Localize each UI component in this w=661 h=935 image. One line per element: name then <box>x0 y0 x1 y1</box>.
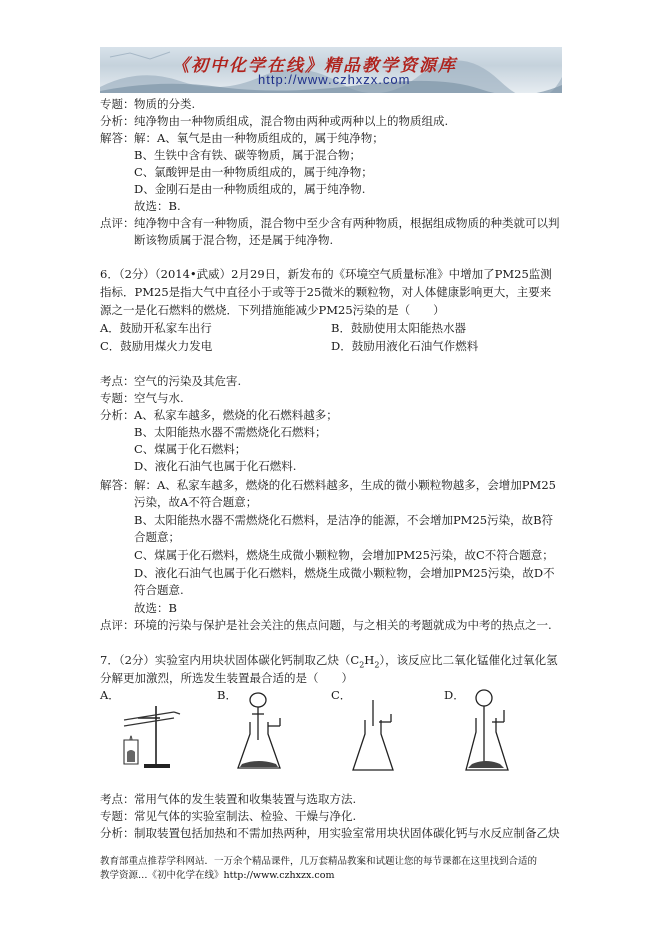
apparatus-c-figure <box>349 700 397 774</box>
q6-answer-line: 符合题意. <box>134 583 184 597</box>
apparatus-b-figure <box>234 688 286 774</box>
banner-url[interactable]: http://www.czhxzx.com <box>258 72 411 87</box>
q6-point: 空气的污染及其危害. <box>134 374 242 388</box>
q7-option-a[interactable]: A． <box>100 688 120 702</box>
q5-analysis-label: 分析： <box>100 114 135 128</box>
q6-analysis-label: 分析： <box>100 408 135 422</box>
q6-analysis-line: A、私家车越多，燃烧的化石燃料越多； <box>134 408 338 422</box>
q7-analysis: 制取装置包括加热和不需加热两种，用实验室常用块状固体碳化钙与水反应制备乙炔 <box>134 826 560 840</box>
q6-answer-line: 解：A、私家车越多，燃烧的化石燃料越多，生成的微小颗粒物越多，会增加PM25 <box>134 478 556 492</box>
q6-answer-label: 解答： <box>100 478 135 492</box>
q6-answer-line: 合题意； <box>134 530 180 544</box>
q6-option-d[interactable]: D．鼓励用液化石油气作燃料 <box>331 339 479 353</box>
q6-answer-line: D、液化石油气也属于化石燃料，燃烧生成微小颗粒物，会增加PM25污染，故D不 <box>134 566 555 580</box>
q6-stem-line: 6．（2分）（2014•武威）2月29日，新发布的《环境空气质量标准》中增加了PM25监测 <box>100 267 552 281</box>
q6-analysis-line: B、太阳能热水器不需燃烧化石燃料； <box>134 425 327 439</box>
q6-answer-line: 污染，故A不符合题意； <box>134 495 258 509</box>
q7-stem-sub: 2 <box>374 660 380 670</box>
q7-point-label: 考点： <box>100 792 135 806</box>
q7-topic-label: 专题： <box>100 809 135 823</box>
q5-comment-label: 点评： <box>100 216 135 230</box>
q7-topic: 常见气体的实验室制法、检验、干燥与净化. <box>134 809 357 823</box>
q7-stem-line2: 分解更加激烈，所选发生装置最合适的是（ ） <box>100 671 353 685</box>
q5-topic-label: 专题： <box>100 97 135 111</box>
q6-topic: 空气与水. <box>134 391 184 405</box>
q7-option-c[interactable]: C． <box>331 688 352 702</box>
footer-line: 教育部重点推荐学科网站．一万余个精品课件，几万套精品教案和试题让您的每节课都在这里找到合适的 <box>100 856 538 867</box>
q5-answer-line: 解：A、氧气是由一种物质组成的，属于纯净物； <box>134 131 384 145</box>
q6-stem-line: 指标．PM25是指大气中直径小于或等于25微米的颗粒物，对人体健康影响更大，主要来 <box>100 285 552 299</box>
q7-analysis-label: 分析： <box>100 826 135 840</box>
q7-option-b[interactable]: B． <box>217 688 237 702</box>
q7-stem-part: ），该反应比二氧化锰催化过氧化氢 <box>379 653 558 667</box>
q6-comment-label: 点评： <box>100 618 135 632</box>
q6-point-label: 考点： <box>100 374 135 388</box>
q6-option-c[interactable]: C．鼓励用煤火力发电 <box>100 339 213 353</box>
q5-analysis: 纯净物由一种物质组成，混合物由两种或两种以上的物质组成. <box>134 114 449 128</box>
q5-comment-line: 纯净物中含有一种物质，混合物中至少含有两种物质，根据组成物质的种类就可以判 <box>134 216 560 230</box>
q5-answer-line: D、金刚石是由一种物质组成的，属于纯净物. <box>134 182 366 196</box>
q5-choice: 故选：B. <box>134 199 181 213</box>
header-banner <box>100 47 562 93</box>
q6-option-a[interactable]: A．鼓励开私家车出行 <box>100 321 212 335</box>
apparatus-d-figure <box>464 688 516 774</box>
q7-stem-part: 7．（2分）实验室内用块状固体碳化钙制取乙炔（C <box>100 653 360 667</box>
q6-analysis-line: C、煤属于化石燃料； <box>134 442 247 456</box>
apparatus-a-figure <box>118 700 184 772</box>
q6-analysis-line: D、液化石油气也属于化石燃料. <box>134 459 297 473</box>
q5-comment-line: 断该物质属于混合物，还是属于纯净物. <box>134 233 334 247</box>
q7-stem-part: H <box>364 653 375 667</box>
q6-choice: 故选：B <box>134 601 177 615</box>
q6-stem-line: 源之一是化石燃料的燃烧．下列措施能减少PM25污染的是（ ） <box>100 303 445 317</box>
banner-title: 《初中化学在线》精品教学资源库 <box>172 56 457 76</box>
footer-line[interactable]: 教学资源…《初中化学在线》http://www.czhxzx.com <box>100 870 335 881</box>
q5-topic: 物质的分类. <box>134 97 196 111</box>
q7-point: 常用气体的发生装置和收集装置与选取方法. <box>134 792 357 806</box>
q6-comment: 环境的污染与保护是社会关注的焦点问题，与之相关的考题就成为中考的热点之一. <box>134 618 552 632</box>
q6-answer-line: B、太阳能热水器不需燃烧化石燃料，是洁净的能源，不会增加PM25污染，故B符 <box>134 513 554 527</box>
q7-stem-sub: 2 <box>359 660 365 670</box>
q6-topic-label: 专题： <box>100 391 135 405</box>
q5-answer-label: 解答： <box>100 131 135 145</box>
q6-answer-line: C、煤属于化石燃料，燃烧生成微小颗粒物，会增加PM25污染，故C不符合题意； <box>134 548 554 562</box>
q6-option-b[interactable]: B．鼓励使用太阳能热水器 <box>331 321 466 335</box>
q7-option-d[interactable]: D． <box>444 688 465 702</box>
q5-answer-line: C、氯酸钾是由一种物质组成的，属于纯净物； <box>134 165 373 179</box>
q5-answer-line: B、生铁中含有铁、碳等物质，属于混合物； <box>134 148 361 162</box>
